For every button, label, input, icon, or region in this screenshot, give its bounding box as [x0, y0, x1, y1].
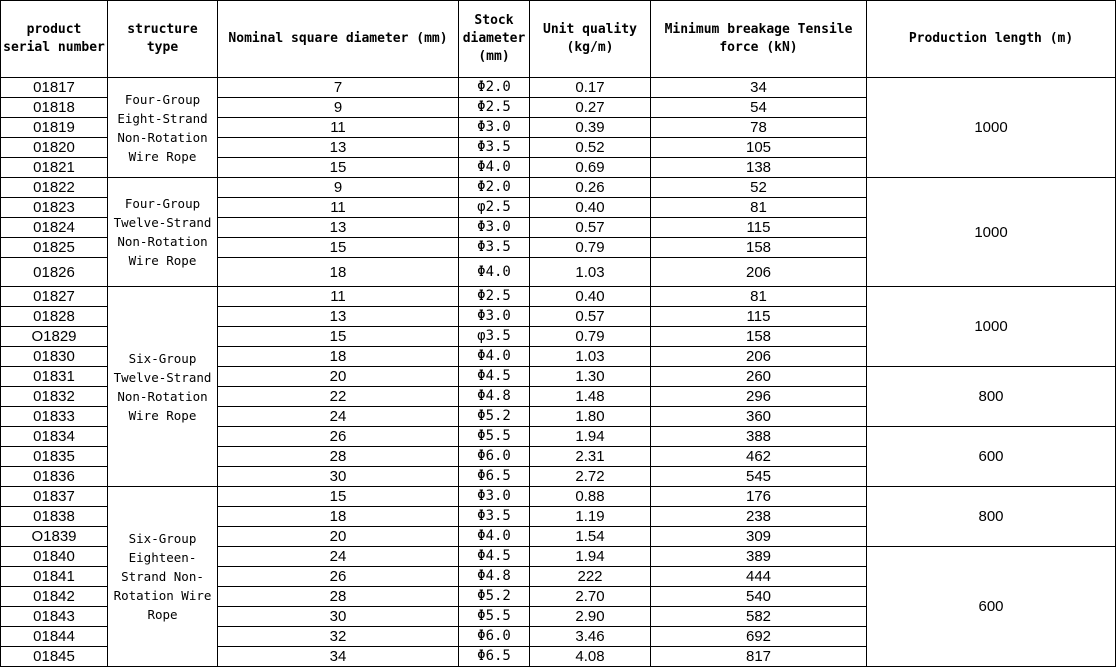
breakage-force-cell: 206: [651, 258, 867, 287]
unit-quality-cell: 1.54: [530, 527, 651, 547]
breakage-force-cell: 540: [651, 587, 867, 607]
serial-cell: 01821: [1, 158, 108, 178]
stock-diameter-cell: Φ2.0: [459, 78, 530, 98]
structure-type-cell: Six-Group Eighteen-Strand Non-Rotation Wire Rope: [108, 487, 218, 667]
structure-type-cell: Six-Group Twelve-Strand Non-Rotation Wire Rope: [108, 287, 218, 487]
unit-quality-cell: 1.03: [530, 347, 651, 367]
breakage-force-cell: 115: [651, 218, 867, 238]
nominal-diameter-cell: 20: [218, 527, 459, 547]
stock-diameter-cell: Φ2.5: [459, 98, 530, 118]
unit-quality-cell: 2.70: [530, 587, 651, 607]
serial-cell: 01820: [1, 138, 108, 158]
nominal-diameter-cell: 34: [218, 647, 459, 667]
breakage-force-cell: 444: [651, 567, 867, 587]
serial-cell: O1829: [1, 327, 108, 347]
production-length-cell: 600: [867, 427, 1116, 487]
stock-diameter-cell: Φ3.5: [459, 507, 530, 527]
serial-cell: 01824: [1, 218, 108, 238]
nominal-diameter-cell: 22: [218, 387, 459, 407]
stock-diameter-cell: Φ5.5: [459, 427, 530, 447]
unit-quality-cell: 0.57: [530, 218, 651, 238]
stock-diameter-cell: Φ6.0: [459, 627, 530, 647]
nominal-diameter-cell: 24: [218, 407, 459, 427]
nominal-diameter-cell: 7: [218, 78, 459, 98]
serial-cell: 01836: [1, 467, 108, 487]
production-length-cell: 800: [867, 487, 1116, 547]
nominal-diameter-cell: 28: [218, 587, 459, 607]
production-length-cell: 1000: [867, 178, 1116, 287]
serial-cell: 01844: [1, 627, 108, 647]
stock-diameter-cell: Φ3.5: [459, 138, 530, 158]
breakage-force-cell: 81: [651, 287, 867, 307]
nominal-diameter-cell: 15: [218, 487, 459, 507]
unit-quality-cell: 1.03: [530, 258, 651, 287]
serial-cell: 01840: [1, 547, 108, 567]
serial-cell: 01842: [1, 587, 108, 607]
serial-cell: 01823: [1, 198, 108, 218]
stock-diameter-cell: Φ4.8: [459, 567, 530, 587]
unit-quality-cell: 1.94: [530, 547, 651, 567]
breakage-force-cell: 115: [651, 307, 867, 327]
stock-diameter-cell: Φ4.0: [459, 347, 530, 367]
stock-diameter-cell: Φ4.8: [459, 387, 530, 407]
serial-cell: O1839: [1, 527, 108, 547]
structure-type-cell: Four-Group Twelve-Strand Non-Rotation Wire Rope: [108, 178, 218, 287]
nominal-diameter-cell: 13: [218, 218, 459, 238]
unit-quality-cell: 1.48: [530, 387, 651, 407]
production-length-cell: 1000: [867, 287, 1116, 367]
nominal-diameter-cell: 26: [218, 567, 459, 587]
stock-diameter-cell: Φ3.0: [459, 118, 530, 138]
production-length-cell: 1000: [867, 78, 1116, 178]
table-row: [1, 487, 1116, 507]
serial-cell: 01841: [1, 567, 108, 587]
nominal-diameter-cell: 13: [218, 307, 459, 327]
nominal-diameter-cell: 15: [218, 238, 459, 258]
serial-cell: 01833: [1, 407, 108, 427]
table-row: [1, 287, 1116, 307]
production-length-cell: 800: [867, 367, 1116, 427]
unit-quality-cell: 4.08: [530, 647, 651, 667]
nominal-diameter-cell: 20: [218, 367, 459, 387]
breakage-force-cell: 158: [651, 238, 867, 258]
stock-diameter-cell: Φ4.0: [459, 258, 530, 287]
unit-quality-cell: 0.69: [530, 158, 651, 178]
nominal-diameter-cell: 11: [218, 198, 459, 218]
serial-cell: 01827: [1, 287, 108, 307]
breakage-force-cell: 176: [651, 487, 867, 507]
header-breakage: Minimum breakage Tensile force (kN): [651, 1, 867, 78]
serial-cell: 01838: [1, 507, 108, 527]
breakage-force-cell: 545: [651, 467, 867, 487]
nominal-diameter-cell: 24: [218, 547, 459, 567]
breakage-force-cell: 78: [651, 118, 867, 138]
stock-diameter-cell: Φ2.5: [459, 287, 530, 307]
breakage-force-cell: 158: [651, 327, 867, 347]
unit-quality-cell: 0.40: [530, 198, 651, 218]
breakage-force-cell: 238: [651, 507, 867, 527]
unit-quality-cell: 0.57: [530, 307, 651, 327]
breakage-force-cell: 206: [651, 347, 867, 367]
stock-diameter-cell: φ3.5: [459, 327, 530, 347]
header-nominal: Nominal square diameter (mm): [218, 1, 459, 78]
stock-diameter-cell: Φ5.2: [459, 407, 530, 427]
unit-quality-cell: 222: [530, 567, 651, 587]
breakage-force-cell: 388: [651, 427, 867, 447]
stock-diameter-cell: Φ6.5: [459, 647, 530, 667]
nominal-diameter-cell: 18: [218, 258, 459, 287]
breakage-force-cell: 54: [651, 98, 867, 118]
unit-quality-cell: 0.27: [530, 98, 651, 118]
unit-quality-cell: 0.52: [530, 138, 651, 158]
nominal-diameter-cell: 9: [218, 98, 459, 118]
nominal-diameter-cell: 18: [218, 507, 459, 527]
header-stock: Stock diameter (mm): [459, 1, 530, 78]
breakage-force-cell: 582: [651, 607, 867, 627]
serial-cell: 01818: [1, 98, 108, 118]
unit-quality-cell: 0.79: [530, 238, 651, 258]
unit-quality-cell: 0.39: [530, 118, 651, 138]
nominal-diameter-cell: 11: [218, 118, 459, 138]
unit-quality-cell: 1.80: [530, 407, 651, 427]
stock-diameter-cell: Φ3.0: [459, 487, 530, 507]
unit-quality-cell: 3.46: [530, 627, 651, 647]
nominal-diameter-cell: 28: [218, 447, 459, 467]
stock-diameter-cell: Φ3.0: [459, 218, 530, 238]
breakage-force-cell: 105: [651, 138, 867, 158]
nominal-diameter-cell: 30: [218, 467, 459, 487]
breakage-force-cell: 296: [651, 387, 867, 407]
stock-diameter-cell: φ2.5: [459, 198, 530, 218]
header-structure: structure type: [108, 1, 218, 78]
serial-cell: 01845: [1, 647, 108, 667]
serial-cell: 01826: [1, 258, 108, 287]
unit-quality-cell: 0.88: [530, 487, 651, 507]
nominal-diameter-cell: 18: [218, 347, 459, 367]
serial-cell: 01825: [1, 238, 108, 258]
header-serial: product serial number: [1, 1, 108, 78]
serial-cell: 01832: [1, 387, 108, 407]
breakage-force-cell: 692: [651, 627, 867, 647]
breakage-force-cell: 389: [651, 547, 867, 567]
breakage-force-cell: 52: [651, 178, 867, 198]
stock-diameter-cell: Φ6.0: [459, 447, 530, 467]
serial-cell: 01837: [1, 487, 108, 507]
breakage-force-cell: 309: [651, 527, 867, 547]
stock-diameter-cell: Φ5.5: [459, 607, 530, 627]
stock-diameter-cell: Φ3.0: [459, 307, 530, 327]
nominal-diameter-cell: 13: [218, 138, 459, 158]
nominal-diameter-cell: 32: [218, 627, 459, 647]
unit-quality-cell: 0.26: [530, 178, 651, 198]
nominal-diameter-cell: 15: [218, 327, 459, 347]
nominal-diameter-cell: 11: [218, 287, 459, 307]
serial-cell: 01835: [1, 447, 108, 467]
unit-quality-cell: 0.17: [530, 78, 651, 98]
nominal-diameter-cell: 15: [218, 158, 459, 178]
unit-quality-cell: 2.31: [530, 447, 651, 467]
unit-quality-cell: 2.90: [530, 607, 651, 627]
stock-diameter-cell: Φ3.5: [459, 238, 530, 258]
header-row: [1, 1, 1116, 78]
unit-quality-cell: 1.94: [530, 427, 651, 447]
breakage-force-cell: 817: [651, 647, 867, 667]
unit-quality-cell: 1.19: [530, 507, 651, 527]
serial-cell: 01843: [1, 607, 108, 627]
production-length-cell: 600: [867, 547, 1116, 667]
table-row: [1, 78, 1116, 98]
serial-cell: 01834: [1, 427, 108, 447]
nominal-diameter-cell: 9: [218, 178, 459, 198]
unit-quality-cell: 2.72: [530, 467, 651, 487]
serial-cell: 01817: [1, 78, 108, 98]
table-body: [1, 78, 1116, 667]
unit-quality-cell: 1.30: [530, 367, 651, 387]
breakage-force-cell: 138: [651, 158, 867, 178]
serial-cell: 01822: [1, 178, 108, 198]
breakage-force-cell: 260: [651, 367, 867, 387]
unit-quality-cell: 0.40: [530, 287, 651, 307]
unit-quality-cell: 0.79: [530, 327, 651, 347]
serial-cell: 01831: [1, 367, 108, 387]
stock-diameter-cell: Φ6.5: [459, 467, 530, 487]
breakage-force-cell: 34: [651, 78, 867, 98]
nominal-diameter-cell: 26: [218, 427, 459, 447]
serial-cell: 01828: [1, 307, 108, 327]
stock-diameter-cell: Φ4.0: [459, 527, 530, 547]
header-length: Production length (m): [867, 1, 1116, 78]
stock-diameter-cell: Φ4.5: [459, 547, 530, 567]
nominal-diameter-cell: 30: [218, 607, 459, 627]
stock-diameter-cell: Φ4.5: [459, 367, 530, 387]
serial-cell: 01830: [1, 347, 108, 367]
serial-cell: 01819: [1, 118, 108, 138]
table-row: [1, 178, 1116, 198]
structure-type-cell: Four-Group Eight-Strand Non-Rotation Wire Rope: [108, 78, 218, 178]
breakage-force-cell: 462: [651, 447, 867, 467]
stock-diameter-cell: Φ4.0: [459, 158, 530, 178]
breakage-force-cell: 81: [651, 198, 867, 218]
breakage-force-cell: 360: [651, 407, 867, 427]
header-unit: Unit quality (kg/m): [530, 1, 651, 78]
stock-diameter-cell: Φ2.0: [459, 178, 530, 198]
stock-diameter-cell: Φ5.2: [459, 587, 530, 607]
